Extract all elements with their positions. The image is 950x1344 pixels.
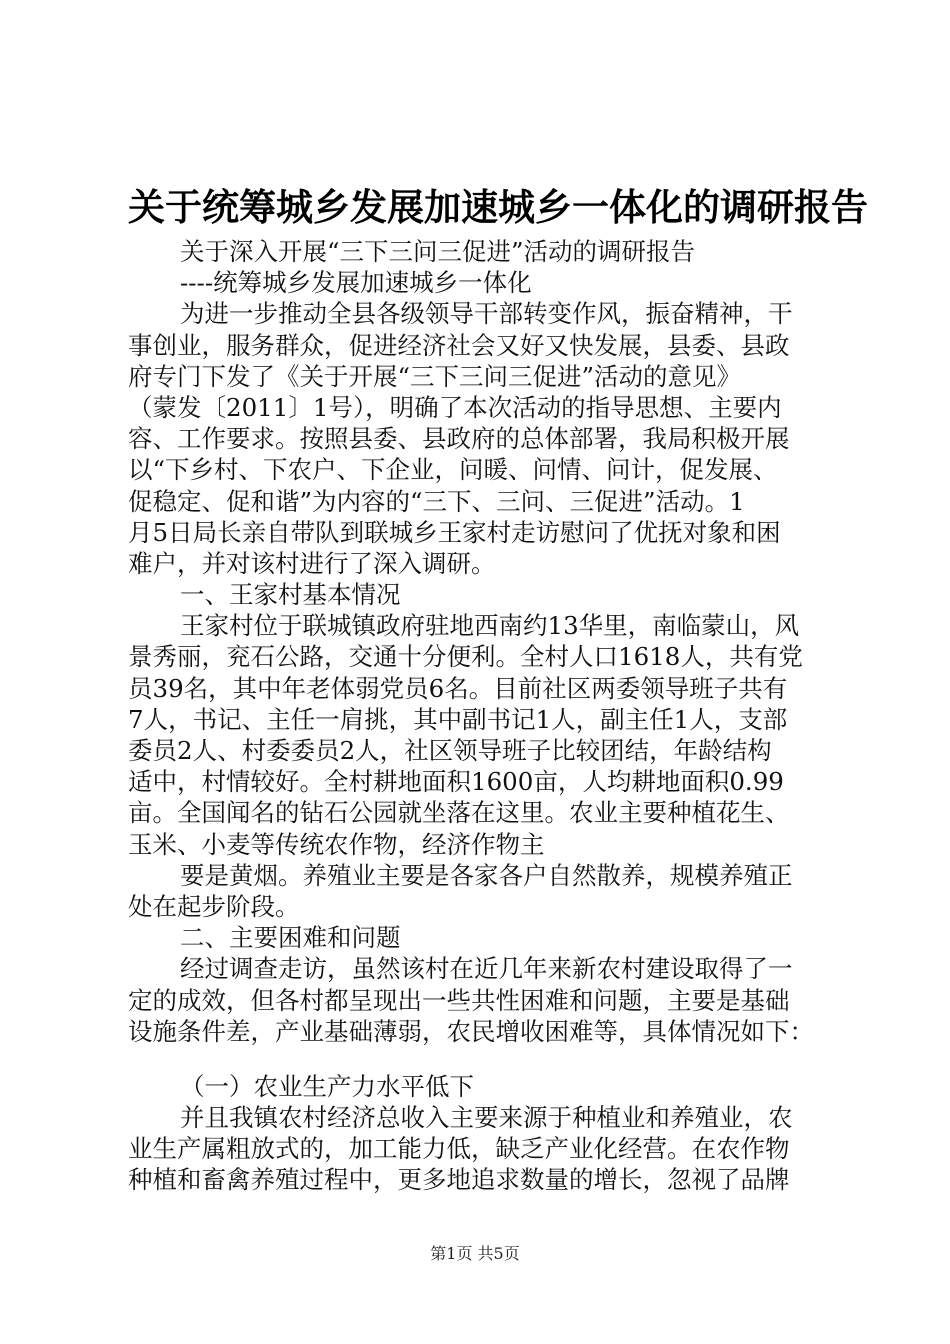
paragraph-line: 府专门下发了《关于开展“三下三问三促进”活动的意见》 <box>128 361 742 391</box>
paragraph-line: 景秀丽，兖石公路，交通十分便利。全村人口1618人，共有党 <box>128 642 803 672</box>
paragraph-gap <box>128 1047 828 1071</box>
paragraph-line: 并且我镇农村经济总收入主要来源于种植业和养殖业，农 <box>180 1103 793 1133</box>
paragraph-line: 种植和畜禽养殖过程中，更多地追求数量的增长，忽视了品牌 <box>128 1165 790 1195</box>
paragraph-line: 定的成效，但各村都呈现出一些共性困难和问题，主要是基础 <box>128 985 790 1015</box>
paragraph-line: 要是黄烟。养殖业主要是各家各户自然散养，规模养殖正 <box>180 860 793 890</box>
paragraph-line: 促稳定、促和谐”为内容的“三下、三问、三促进”活动。1 <box>128 486 745 516</box>
paragraph-line: （蒙发〔2011〕1号），明确了本次活动的指导思想、主要内 <box>128 392 782 422</box>
paragraph-line: 玉米、小麦等传统农作物，经济作物主 <box>128 829 545 859</box>
paragraph-line: 事创业，服务群众，促进经济社会又好又快发展，县委、县政 <box>128 330 790 360</box>
paragraph-line: 设施条件差，产业基础薄弱，农民增收困难等，具体情况如下： <box>128 1016 814 1046</box>
paragraph-line: 月5日局长亲自带队到联城乡王家村走访慰问了优抚对象和困 <box>128 517 781 547</box>
paragraph-line: 容、工作要求。按照县委、县政府的总体部署，我局积极开展 <box>128 424 790 454</box>
paragraph-line: 以“下乡村、下农户、下企业，问暖、问情、问计，促发展、 <box>128 455 778 485</box>
document-title: 关于统筹城乡发展加速城乡一体化的调研报告 <box>128 186 868 229</box>
paragraph-line: 处在起步阶段。 <box>128 891 300 921</box>
subtitle-line: ----统筹城乡发展加速城乡一体化 <box>180 268 532 298</box>
page-footer: 第1页 共5页 <box>430 1244 520 1263</box>
section-heading: 二、主要困难和问题 <box>180 923 401 953</box>
paragraph-line: 经过调查走访，虽然该村在近几年来新农村建设取得了一 <box>180 954 793 984</box>
paragraph-line: 亩。全国闻名的钻石公园就坐落在这里。农业主要种植花生、 <box>128 798 790 828</box>
paragraph-line: 难户，并对该村进行了深入调研。 <box>128 548 496 578</box>
subtitle-line: 关于深入开展“三下三问三促进”活动的调研报告 <box>180 237 696 266</box>
section-heading: 一、王家村基本情况 <box>180 580 401 610</box>
paragraph-line: 业生产属粗放式的，加工能力低，缺乏产业化经营。在农作物 <box>128 1134 790 1164</box>
paragraph-line: 员39名，其中年老体弱党员6名。目前社区两委领导班子共有 <box>128 673 788 703</box>
paragraph-line: 7人，书记、主任一肩挑，其中副书记1人，副主任1人，支部 <box>128 704 788 734</box>
paragraph-line: 适中，村情较好。全村耕地面积1600亩，人均耕地面积0.99 <box>128 767 784 797</box>
paragraph-line: 为进一步推动全县各级领导干部转变作风，振奋精神，干 <box>180 299 793 329</box>
document-body <box>128 236 828 1196</box>
subsection-heading: （一）农业生产力水平低下 <box>180 1071 474 1101</box>
paragraph-line: 委员2人、村委委员2人，社区领导班子比较团结，年龄结构 <box>128 736 772 765</box>
paragraph-line: 王家村位于联城镇政府驻地西南约13华里，南临蒙山，风 <box>180 611 800 641</box>
